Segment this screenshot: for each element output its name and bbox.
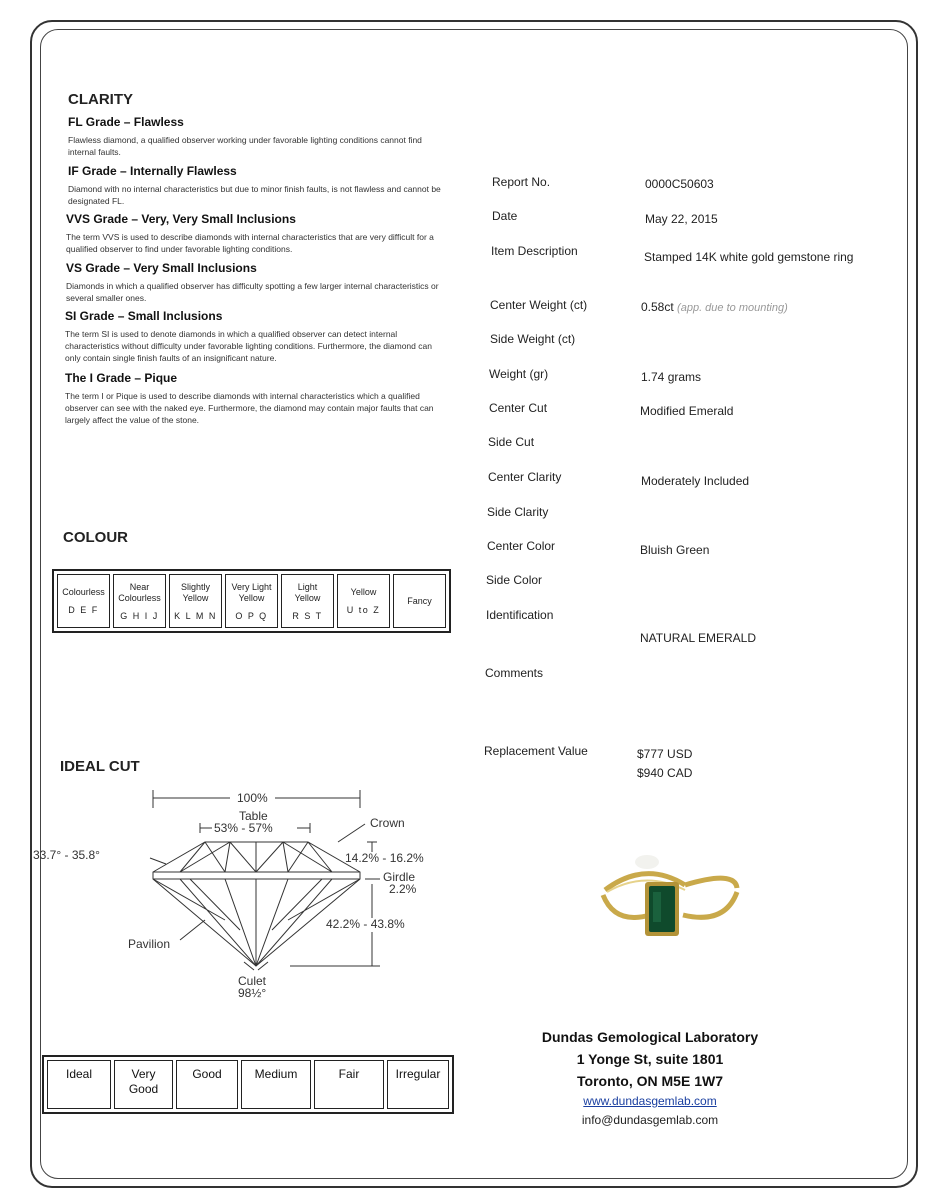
field-label-replacement-value: Replacement Value: [484, 744, 588, 758]
field-value-center-weight: [641, 300, 788, 314]
grade-desc: The term VVS is used to describe diamonds with internal characteristics that are very difficult for a qualified observer to find under favorable lighting conditions.: [66, 232, 434, 254]
lab-name: Dundas Gemological Laboratory: [541, 1029, 759, 1045]
ring-band-bottom-left: [603, 895, 650, 918]
field-label-side-cut: Side Cut: [488, 435, 535, 449]
diagram-culet-angle: 98½°: [238, 986, 267, 1000]
field-value-center-cut: Modified Emerald: [640, 404, 734, 418]
field-value-replacement-usd: $777 USD: [637, 747, 693, 761]
grade-desc: The term SI is used to denote diamonds in which a qualified observer can detect internal characteristics without difficulty under favorable lighting conditions. Furthermore, the diamond can only contain single finish faults of an insignificant nature.: [65, 329, 432, 363]
colour-name: Colourless: [62, 587, 105, 597]
colour-name: Light Yellow: [294, 581, 321, 603]
grade-desc: The term I or Pique is used to describe diamonds with internal characteristics which a qualified observer can see with the naked eye. Furthermore, the diamond may contain major faults that can largely affect the value of the stone.: [65, 391, 434, 425]
cut-grade-cell: Fair: [314, 1060, 384, 1109]
clarity-grade-si: [65, 309, 445, 364]
field-label-side-weight: Side Weight (ct): [490, 332, 576, 346]
colour-cell: [169, 574, 222, 628]
diagram-crown-label: Crown: [370, 816, 405, 830]
field-value-center-color: Bluish Green: [640, 543, 710, 557]
emerald-stone: [649, 886, 675, 932]
diagram-table-label: Table: [239, 809, 268, 823]
field-value-date: May 22, 2015: [645, 212, 718, 226]
diagram-girdle-label: Girdle: [383, 870, 416, 884]
diagram-pavilion-label: Pavilion: [128, 937, 171, 951]
colour-cell: [281, 574, 334, 628]
cut-grade-cell: Irregular: [387, 1060, 449, 1109]
lab-email[interactable]: info@dundasgemlab.com: [581, 1113, 719, 1127]
grade-title: VVS Grade – Very, Very Small Inclusions: [66, 212, 296, 226]
cut-grade-table: [42, 1055, 454, 1114]
cut-grade-cell: Good: [176, 1060, 238, 1109]
grade-desc: Diamonds in which a qualified observer has difficulty spotting a few larger internal characteristics or several smaller ones.: [66, 281, 439, 303]
cut-grade-cell: Medium: [241, 1060, 311, 1109]
crown-arrow: [338, 824, 365, 842]
lab-address-2: Toronto, ON M5E 1W7: [577, 1073, 723, 1089]
colour-code: K L M N: [174, 610, 217, 621]
grade-title: The I Grade – Pique: [65, 371, 178, 385]
colour-title: COLOUR: [63, 529, 128, 546]
field-label-center-color: Center Color: [487, 539, 556, 553]
colour-name: Slightly Yellow: [180, 581, 210, 603]
clarity-grade-vvs: [66, 212, 446, 255]
colour-code: R S T: [292, 610, 323, 621]
colour-scale-table: [52, 569, 451, 633]
colour-cell: [113, 574, 166, 628]
field-label-date: Date: [492, 209, 518, 223]
grade-title: FL Grade – Flawless: [68, 115, 184, 129]
colour-code: O P Q: [235, 610, 268, 621]
colour-cell: [57, 574, 110, 628]
diagram-culet-label: Culet: [238, 974, 267, 988]
center-weight-value: 0.58ct: [641, 300, 674, 314]
diamond-proportions-diagram: [33, 780, 460, 1010]
field-label-comments: Comments: [485, 666, 544, 680]
colour-code: G H I J: [120, 610, 159, 621]
field-label-identification: Identification: [486, 608, 554, 622]
field-label-center-cut: Center Cut: [489, 401, 548, 415]
diagram-pavilion-depth: 42.2% - 43.8%: [326, 917, 405, 931]
colour-name: Yellow: [350, 587, 377, 597]
ring-photo: [585, 840, 755, 950]
colour-name: Near Colourless: [118, 581, 161, 603]
pavilion-arrow: [180, 920, 205, 940]
field-label-side-clarity: Side Clarity: [487, 505, 549, 519]
field-value-center-clarity: Moderately Included: [641, 474, 750, 488]
cut-grade-cell: Very Good: [114, 1060, 173, 1109]
colour-code: D E F: [68, 605, 99, 615]
diagram-table-range: 53% - 57%: [214, 821, 273, 835]
field-label-report-no: Report No.: [492, 175, 551, 189]
field-label-center-weight: Center Weight (ct): [490, 298, 588, 312]
clarity-grade-vs: [66, 261, 446, 304]
clarity-grade-fl: [68, 115, 448, 158]
grade-title: IF Grade – Internally Flawless: [68, 164, 237, 178]
colour-name: Fancy: [407, 595, 432, 606]
grade-desc: Diamond with no internal characteristics but due to minor finish faults, is not flawless and cannot be designated FL.: [68, 184, 441, 206]
colour-cell: [225, 574, 278, 628]
ring-band-bottom-right: [683, 892, 737, 917]
colour-cell: [393, 574, 446, 628]
photo-glare: [635, 855, 659, 869]
diagram-100-label: 100%: [237, 791, 268, 805]
field-label-center-clarity: Center Clarity: [488, 470, 562, 484]
lab-address-1: 1 Yonge St, suite 1801: [576, 1051, 724, 1067]
colour-name: Very Light Yellow: [231, 581, 272, 603]
grade-title: VS Grade – Very Small Inclusions: [66, 261, 257, 275]
ring-band-top-right: [685, 878, 737, 888]
ideal-cut-title: IDEAL CUT: [60, 758, 140, 775]
center-weight-note: (app. due to mounting): [677, 302, 788, 314]
grade-desc: Flawless diamond, a qualified observer working under favorable lighting conditions cannot find internal faults.: [68, 135, 422, 157]
lab-website-link[interactable]: www.dundasgemlab.com: [583, 1094, 717, 1108]
colour-cell: [337, 574, 390, 628]
diagram-crown-angle: 33.7° - 35.8°: [33, 848, 100, 862]
field-value-item-description: Stamped 14K white gold gemstone ring: [644, 250, 854, 264]
clarity-title: CLARITY: [68, 91, 133, 108]
field-label-weight-gr: Weight (gr): [489, 367, 549, 381]
clarity-grade-i: [65, 371, 440, 426]
cut-grade-cell: Ideal: [47, 1060, 111, 1109]
diagram-girdle-pct: 2.2%: [389, 882, 417, 896]
field-label-item-description: Item Description: [491, 244, 578, 258]
diagram-crown-height: 14.2% - 16.2%: [345, 851, 424, 865]
clarity-grade-if: [68, 164, 448, 207]
grade-title: SI Grade – Small Inclusions: [65, 309, 223, 323]
lab-website-row: [490, 1094, 810, 1108]
field-value-weight-gr: 1.74 grams: [641, 370, 702, 384]
field-value-replacement-cad: $940 CAD: [637, 766, 693, 780]
field-value-report-no: 0000C50603: [645, 177, 714, 191]
field-value-identification: NATURAL EMERALD: [640, 631, 757, 645]
colour-code: U to Z: [346, 605, 381, 615]
field-label-side-color: Side Color: [486, 573, 543, 587]
